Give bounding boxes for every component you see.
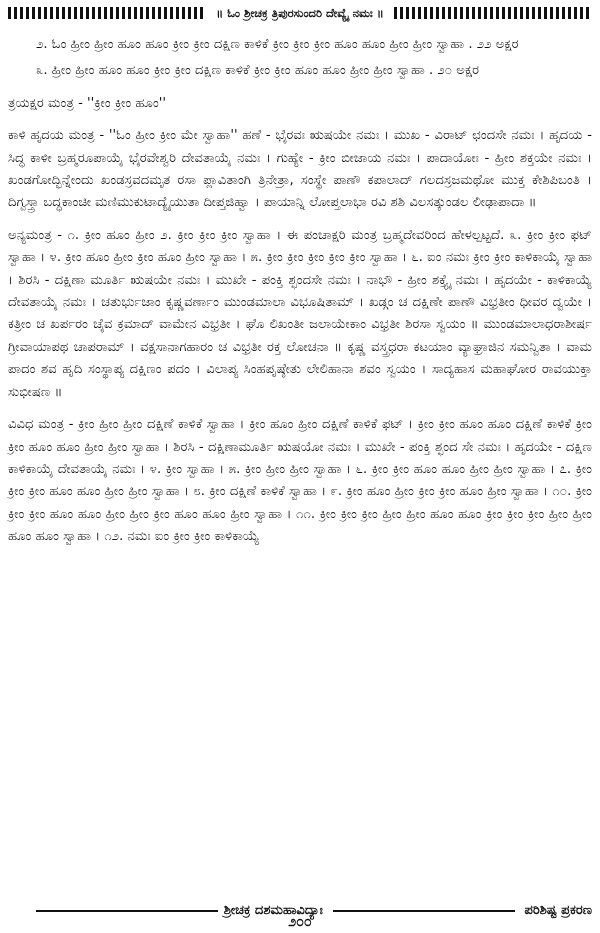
paragraph-mantra-2: ೨. ಓಂ ಹ್ರೀಂ ಹ್ರೀಂ ಹೂಂ ಹೂಂ ಕ್ರೀಂ ಕ್ರೀಂ ದಕ್ಷಿಣ ಕಾಳಿಕೆ ಕ್ರೀಂ ಕ್ರೀಂ ಕ್ರೀಂ ಹೂಂ ಹೂಂ ಹ್ರೀಂ ಹ್ರೀಂ ಸ್ವಾಹಾ . ೨೨ ಅಕ್ಷರ — [36, 37, 519, 52]
paragraph-vividha-mantra: ವಿವಿಧ ಮಂತ್ರ - ಕ್ರೀಂ ಹ್ರೀಂ ಹ್ರೀಂ ದಕ್ಷಿಣೆ ಕಾಳಿಕೆ ಸ್ವಾಹಾ । ಕ್ರೀಂ ಹೂಂ ಹ್ರೀಂ ದಕ್ಷಿಣೆ ಕಾಳಿಕೆ ಫಟ್ । ಕ್ರೀಂ ಕ್ರೀಂ ಹೂಂ ಹೂಂ ದಕ್ಷಿಣೆ ಕಾಳಿಕೆ ಕ್ರೀಂ ಕ್ರೀಂ ಹೂಂ ಹೂಂ ಹ್ರೀಂ ಹ್ರೀಂ ಸ್ವಾಹಾ । ಶಿರಸಿ - ದಕ್ಷಿಣಾಮೂರ್ತಿ ಋಷಯೋ ನಮಃ । ಮುಖೇ - ಪಂಕ್ತಿ ಶ್ಛಂದ ಸೇ ನಮಃ । ಹೃದಯೇ - ದಕ್ಷಿಣ ಕಾಳಿಕಾಯೈ ದೇವತಾಯೈ ನಮಃ । ೪. ಕ್ರೀಂ ಸ್ವಾಹಾ । ೫. ಕ್ರೀಂ ಹ್ರೀಂ ಹ್ರೀಂ ಸ್ವಾಹಾ । ೬. ಕ್ರೀಂ ಕ್ರೀಂ ಹೂಂ ಹೂಂ ಹ್ರೀಂ ಹ್ರೀಂ ಸ್ವಾಹಾ । ೭. ಕ್ರೀಂ ಕ್ರೀಂ ಕ್ರೀಂ ಹೂಂ ಹೂಂ ಹ್ರೀಂ ಹ್ರೀಂ ಸ್ವಾಹಾ । ೮. ಕ್ರೀಂ ದಕ್ಷಿಣೆ ಕಾಳಿಕೆ ಸ್ವಾಹಾ । ೯. ಕ್ರೀಂ ಹೂಂ ಹ್ರೀಂ ಕ್ರೀಂ ಕ್ರೀಂ ಹೂಂ ಹ್ರೀಂ ಸ್ವಾಹಾ । ೧೦. ಕ್ರೀಂ ಕ್ರೀಂ ಕ್ರೀಂ ಹೂಂ ಹೂಂ ಹ್ರೀಂ ಹ್ರೀಂ ಕ್ರೀಂ ಹೂಂ ಹೂಂ ಹ್ರೀಂ ಸ್ವಾಹಾ । ೧೧. ಕ್ರೀಂ ಕ್ರೀಂ ಕ್ರೀಂ ಹ್ರೀಂ ಹ್ರೀಂ ಹೂಂ ಹೂಂ ಕ್ರೀಂ ಕ್ರೀಂ ಕ್ರೀಂ ಹ್ರೀಂ ಹ್ರೀಂ ಹೂಂ ಹೂಂ ಸ್ವಾಹಾ । ೧೨. ನಮಃ ಐಂ ಕ್ರೀಂ ಕ್ರೀಂ ಕಾಳಿಕಾಯ್ಯೆ — [8, 417, 592, 545]
footer-rule-right — [333, 910, 515, 912]
page-header — [8, 2, 592, 24]
footer-book-title: ಶ್ರೀಚಕ್ರ ದಶಮಹಾವಿದ್ಯಾಃ — [223, 903, 323, 918]
footer-section: ಪರಿಶಿಷ್ಟ ಪ್ರಕರಣ — [524, 903, 592, 918]
footer-rule-left — [36, 910, 218, 912]
header-title: ॥ ಓಂ ಶ್ರೀಚಕ್ರ ತ್ರಿಪುರಸುಂದರಿ ದೇವ್ಯೈ ನಮಃ ॥ — [216, 5, 384, 20]
header-ornament-left — [8, 7, 206, 19]
paragraph-anya-mantra: ಅನ್ಯಮಂತ್ರ - ೧. ಕ್ರೀಂ ಹೂಂ ಹ್ರೀಂ ೨. ಕ್ರೀಂ ಕ್ರೀಂ ಕ್ರೀಂ ಸ್ವಾಹಾ । ಈ ಪಂಚಾಕ್ಷರಿ ಮಂತ್ರ ಬ್ರಹ್ಮದೇವರಿಂದ ಹೇಳಲ್ಪಟ್ಟದೆ. ೩. ಕ್ರೀಂ ಕ್ರೀಂ ಫಟ್ ಸ್ವಾಹಾ । ೪. ಕ್ರೀಂ ಹೂಂ ಹ್ರೀಂ ಕ್ರೀಂ ಹೂಂ ಹ್ರೀಂ ಸ್ವಾಹಾ । ೫. ಕ್ರೀಂ ಕ್ರೀಂ ಕ್ರೀಂ ಕ್ರೀಂ ಕ್ರೀಂ ಸ್ವಾಹಾ । ೬. ಐಂ ನಮಃ ಕ್ರೀಂ ಕ್ರೀಂ ಕಾಳಿಕಾಯೈ ಸ್ವಾಹಾ । ಶಿರಸಿ - ದಕ್ಷಿಣಾ ಮೂರ್ತಿ ಋಷಯೇ ನಮಃ । ಮುಖೇ - ಪಂಕ್ತಿ ಶ್ಛಂದಸೇ ನಮಃ । ನಾಭೌ - ಹ್ರೀಂ ಶಕ್ತ್ಯೈ ನಮಃ । ಹೃದಯೇ - ಕಾಳಿಕಾಯ್ಯೆ ದೇವತಾಯೈ ನಮಃ । ಚತುರ್ಭುಜಾಂ ಕೃಷ್ಣವರ್ಣಾಂ ಮುಂಡಮಾಲಾ ವಿಭೂಷಿತಾಮ್ । ಖಡ್ಗಂ ಚ ದಕ್ಷಿಣೇ ಪಾಣೌ ವಿಭ್ರತೀಂ ಧೀವರ ದ್ವಯೇ । ಕತ್ರೀಂ ಚ ಖರ್ಪರಂ ಚೈವ ಕ್ರಮಾದ್ ವಾಮೇನ ವಿಭ್ರತೀ । ಘೊ ಲಿಖಂತೀ ಜಲಾಯೇಕಾಂ ವಿಭ್ರತೀ ಶಿರಸಾ ಸ್ವಯಂ ॥ ಮುಂಡಮಾಲಾಧರಾಶೀರ್ಷ ಗ್ರೀವಾಯಾಪಥ ಚಾಪರಾಮ್ । ವಕ್ಷಸಾನಾಗಹಾರಂ ಚ ವಿಭ್ರತೀ ರಕ್ತ ಲೋಚನಾ ॥ ಕೃಷ್ಣ ವಸ್ತ್ರಧರಾ ಕಟಯಾಂ ವ್ಯಾಘ್ರಾಜಿನ ಸಮನ್ವಿತಾ । ವಾಮ ಪಾದಂ ಶವ ಹೃದಿ ಸಂಸ್ಥಾಪ್ಯ ದಕ್ಷಿಣಂ ಪದಂ । ವಿಲಾಪ್ಯ ಸಿಂಹಪೃಷ್ಠೇತು ಲೇಲಿಹಾನಾ ಶವಂ ಸ್ವಯಂ । ಸಾದ್ಯಹಾಸ ಮಹಾಘೋರ ರಾವಯುಕ್ತಾ ಸುಭೀಷಣ ॥ — [8, 227, 592, 400]
page-number: ೨೦೦ — [288, 914, 312, 930]
header-ornament-right — [394, 7, 592, 19]
paragraph-kali-hridaya: ಕಾಳಿ ಹೃದಯ ಮಂತ್ರ - ''ಓಂ ಹ್ರೀಂ ಕ್ರೀಂ ಮೇ ಸ್ವಾಹಾ'' ಹಣೆ - ಭೈರವಃ ಋಷಯೇ ನಮಃ । ಮುಖ - ವಿರಾಟ್ ಛಂದಸೇ ನಮಃ । ಹೃದಯ - ಸಿದ್ಧ ಕಾಳೀ ಬ್ರಹ್ಮರೂಪಾಯೈ ಭೈರವೇಶ್ವರಿ ದೇವತಾಯೈ ನಮಃ । ಗುಹ್ಯೇ - ಕ್ರೀಂ ಬೀಜಾಯ ನಮಃ । ಪಾದಾಯೋಃ - ಹ್ರೀಂ ಶಕ್ತಯೇ ನಮಃ । ಖಂಡಗೋದ್ಭಿನ್ನೇಂದು ಖಂಡಸ್ರವದಮೃತ ರಸಾ ಪ್ಲಾವಿತಾಂಗಿ ತ್ರಿನೇತ್ರಾ, ಸಂಸ್ಥೇ ಪಾಣೌ ಕಪಾಲಾದ್ ಗಲದಸ್ರಜಮಥೋ ಮುಕ್ತ ಕೇಶಿಪಿಬಂತಿ । ದಿಗ್ವಸ್ತ್ರಾ ಬದ್ಧಕಾಂಚೀ ಮಣಿಮುಕುಟಾದ್ಯೈಯುತಾ ದೀಪ್ತಜಿಹ್ವಾ । ಪಾಯಾನ್ನಿ ಲೋಪ್ತಲಾಭಾ ರವಿ ಶಶಿ ವಿಲಸತ್ಕುಂಡಲ ಲೀಢಾಪಾದಾ ॥ — [8, 128, 592, 211]
paragraph-mantra-3: ೩. ಹ್ರೀಂ ಹ್ರೀಂ ಹೂಂ ಹೂಂ ಕ್ರೀಂ ಕ್ರೀಂ ದಕ್ಷಿಣ ಕಾಳಿಕೆ ಕ್ರೀಂ ಕ್ರೀಂ ಹೂಂ ಹೂಂ ಹ್ರೀಂ ಹ್ರೀಂ ಸ್ವಾಹಾ . ೨೦ ಅಕ್ಷರ — [36, 63, 480, 79]
paragraph-tryakshara: ತ್ರಯಕ್ಷರ ಮಂತ್ರ - ''ಕ್ರೀಂ ಕ್ರೀಂ ಹೂಂ'' — [8, 95, 167, 111]
